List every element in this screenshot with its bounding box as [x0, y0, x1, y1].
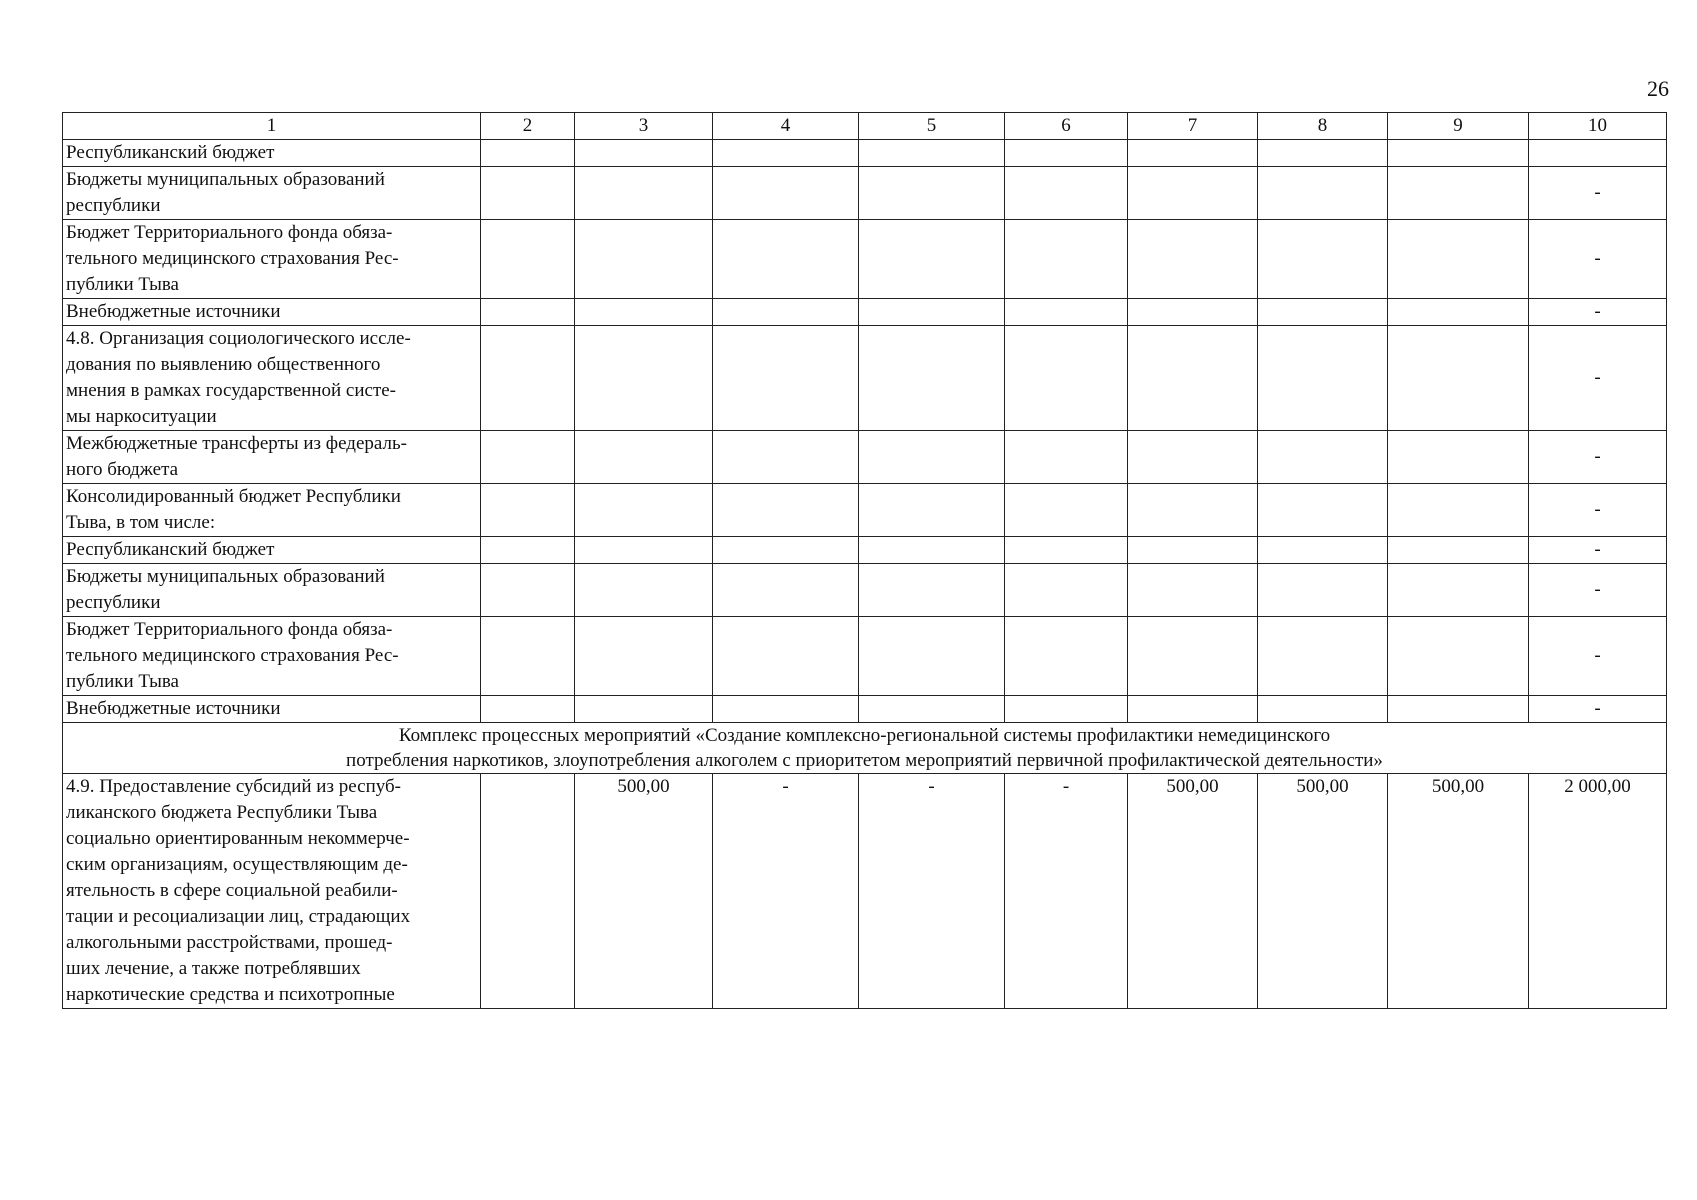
empty-cell	[1005, 140, 1128, 167]
empty-cell	[713, 696, 859, 723]
budget-table	[62, 112, 1667, 1009]
empty-cell	[1128, 537, 1258, 564]
total-cell: -	[1529, 220, 1667, 299]
empty-cell	[1005, 617, 1128, 696]
column-header: 8	[1258, 113, 1388, 140]
empty-cell	[1388, 167, 1529, 220]
row-label	[63, 431, 481, 484]
row-label	[63, 774, 481, 1009]
empty-cell	[713, 326, 859, 431]
empty-cell	[481, 299, 575, 326]
row-label	[63, 299, 481, 326]
row-label-line: республики	[66, 592, 161, 613]
total-cell: -	[1529, 431, 1667, 484]
row-label-line: Внебюджетные источники	[66, 698, 281, 719]
row-label	[63, 220, 481, 299]
empty-cell	[481, 537, 575, 564]
row-label-line: ного бюджета	[66, 459, 179, 480]
row-label-line: республики	[66, 195, 161, 216]
empty-cell	[1388, 484, 1529, 537]
empty-cell	[575, 484, 713, 537]
empty-cell	[1258, 299, 1388, 326]
empty-cell	[713, 299, 859, 326]
row-label-line: наркотические средства и психотропные	[66, 984, 395, 1005]
empty-cell	[713, 220, 859, 299]
table-row	[63, 299, 1667, 326]
empty-cell	[1128, 326, 1258, 431]
empty-cell	[481, 696, 575, 723]
row-label-line: Республиканский бюджет	[66, 539, 275, 560]
total-cell: -	[1529, 167, 1667, 220]
empty-cell	[713, 484, 859, 537]
column-header: 3	[575, 113, 713, 140]
empty-cell	[1128, 140, 1258, 167]
empty-cell	[1388, 220, 1529, 299]
row-label-line: алкогольными расстройствами, прошед-	[66, 932, 393, 953]
empty-cell	[1128, 167, 1258, 220]
empty-cell	[575, 696, 713, 723]
empty-cell	[1005, 299, 1128, 326]
table-row	[63, 484, 1667, 537]
total-cell	[1529, 140, 1667, 167]
empty-cell	[859, 140, 1005, 167]
table-row	[63, 220, 1667, 299]
row-label	[63, 696, 481, 723]
empty-cell	[1258, 167, 1388, 220]
empty-cell	[481, 617, 575, 696]
empty-cell	[575, 326, 713, 431]
row-label-line: Бюджет Территориального фонда обяза-	[66, 619, 393, 640]
row-label	[63, 537, 481, 564]
empty-cell	[1258, 326, 1388, 431]
value-cell: -	[1005, 774, 1128, 1009]
empty-cell	[575, 299, 713, 326]
empty-cell	[713, 140, 859, 167]
section-row	[63, 723, 1667, 774]
table-row	[63, 564, 1667, 617]
empty-cell	[1128, 484, 1258, 537]
empty-cell	[859, 220, 1005, 299]
total-cell: -	[1529, 617, 1667, 696]
row-label-line: 4.8. Организация социологического иссле-	[66, 328, 411, 349]
table-row	[63, 617, 1667, 696]
empty-cell	[481, 167, 575, 220]
empty-cell	[1005, 537, 1128, 564]
value-cell: 500,00	[1388, 774, 1529, 1009]
table-row	[63, 140, 1667, 167]
row-label-line: Межбюджетные трансферты из федераль-	[66, 433, 407, 454]
empty-cell	[1005, 431, 1128, 484]
empty-cell	[1258, 617, 1388, 696]
empty-cell	[713, 537, 859, 564]
total-cell: -	[1529, 537, 1667, 564]
table-row	[63, 774, 1667, 1009]
empty-cell	[575, 220, 713, 299]
empty-cell	[1258, 696, 1388, 723]
empty-cell	[859, 326, 1005, 431]
empty-cell	[1128, 220, 1258, 299]
empty-cell	[1128, 696, 1258, 723]
total-cell: -	[1529, 696, 1667, 723]
value-cell: -	[713, 774, 859, 1009]
empty-cell	[1258, 537, 1388, 564]
empty-cell	[481, 564, 575, 617]
table-row	[63, 167, 1667, 220]
empty-cell	[859, 484, 1005, 537]
row-label-line: 4.9. Предоставление субсидий из респуб-	[66, 776, 401, 797]
empty-cell	[859, 564, 1005, 617]
empty-cell	[1388, 326, 1529, 431]
empty-cell	[859, 167, 1005, 220]
row-label-line: Бюджеты муниципальных образований	[66, 169, 385, 190]
table-row	[63, 431, 1667, 484]
total-cell: -	[1529, 564, 1667, 617]
empty-cell	[859, 431, 1005, 484]
row-label-line: тельного медицинского страхования Рес-	[66, 645, 399, 666]
empty-cell	[575, 431, 713, 484]
empty-cell	[859, 537, 1005, 564]
empty-cell	[1388, 617, 1529, 696]
empty-cell	[713, 564, 859, 617]
table-row	[63, 696, 1667, 723]
empty-cell	[859, 617, 1005, 696]
column-header: 6	[1005, 113, 1128, 140]
value-cell: 500,00	[575, 774, 713, 1009]
value-cell	[481, 774, 575, 1009]
empty-cell	[859, 696, 1005, 723]
row-label	[63, 617, 481, 696]
empty-cell	[1128, 617, 1258, 696]
empty-cell	[1258, 564, 1388, 617]
row-label	[63, 140, 481, 167]
empty-cell	[1388, 564, 1529, 617]
row-label-line: тельного медицинского страхования Рес-	[66, 248, 399, 269]
row-label-line: ших лечение, а также потреблявших	[66, 958, 361, 979]
row-label-line: Бюджет Территориального фонда обяза-	[66, 222, 393, 243]
empty-cell	[1005, 220, 1128, 299]
row-label-line: Внебюджетные источники	[66, 301, 281, 322]
row-label-line: социально ориентированным некоммерче-	[66, 828, 410, 849]
empty-cell	[1005, 564, 1128, 617]
empty-cell	[859, 299, 1005, 326]
row-label-line: Республиканский бюджет	[66, 142, 275, 163]
row-label	[63, 484, 481, 537]
empty-cell	[481, 220, 575, 299]
row-label	[63, 326, 481, 431]
empty-cell	[1258, 140, 1388, 167]
total-cell: -	[1529, 326, 1667, 431]
row-label	[63, 167, 481, 220]
section-title	[63, 723, 1667, 774]
row-label-line: дования по выявлению общественного	[66, 354, 381, 375]
row-label-line: публики Тыва	[66, 671, 179, 692]
empty-cell	[575, 537, 713, 564]
row-label	[63, 564, 481, 617]
row-label-line: тации и ресоциализации лиц, страдающих	[66, 906, 411, 927]
empty-cell	[1128, 431, 1258, 484]
empty-cell	[713, 167, 859, 220]
section-title-line: Комплекс процессных мероприятий «Создание комплексно-региональной системы профилактики немедицинского	[398, 725, 1331, 746]
page-number: 26	[1647, 76, 1669, 101]
empty-cell	[1388, 299, 1529, 326]
row-label-line: Тыва, в том числе:	[66, 512, 216, 533]
column-header-row	[63, 113, 1667, 140]
table-row	[63, 326, 1667, 431]
section-title-line: потребления наркотиков, злоупотребления алкоголем с приоритетом мероприятий первичной профилактической деятельности»	[346, 750, 1383, 771]
total-cell: -	[1529, 299, 1667, 326]
column-header: 1	[63, 113, 481, 140]
empty-cell	[1005, 484, 1128, 537]
empty-cell	[1258, 220, 1388, 299]
row-label-line: Бюджеты муниципальных образований	[66, 566, 385, 587]
table-body	[63, 113, 1667, 1009]
table-row	[63, 537, 1667, 564]
empty-cell	[575, 140, 713, 167]
empty-cell	[713, 431, 859, 484]
column-header: 10	[1529, 113, 1667, 140]
empty-cell	[575, 167, 713, 220]
empty-cell	[481, 431, 575, 484]
total-cell: -	[1529, 484, 1667, 537]
empty-cell	[575, 564, 713, 617]
column-header: 9	[1388, 113, 1529, 140]
empty-cell	[1258, 431, 1388, 484]
empty-cell	[1388, 537, 1529, 564]
empty-cell	[1388, 431, 1529, 484]
empty-cell	[1128, 299, 1258, 326]
row-label-line: мнения в рамках государственной систе-	[66, 380, 397, 401]
empty-cell	[1005, 696, 1128, 723]
row-label-line: Консолидированный бюджет Республики	[66, 486, 401, 507]
empty-cell	[1128, 564, 1258, 617]
empty-cell	[481, 140, 575, 167]
empty-cell	[481, 326, 575, 431]
empty-cell	[1005, 326, 1128, 431]
empty-cell	[1005, 167, 1128, 220]
row-label-line: публики Тыва	[66, 274, 179, 295]
column-header: 5	[859, 113, 1005, 140]
empty-cell	[1388, 696, 1529, 723]
row-label-line: ликанского бюджета Республики Тыва	[66, 802, 378, 823]
value-cell: 2 000,00	[1529, 774, 1667, 1009]
column-header: 2	[481, 113, 575, 140]
empty-cell	[1388, 140, 1529, 167]
value-cell: -	[859, 774, 1005, 1009]
empty-cell	[1258, 484, 1388, 537]
row-label-line: ским организациям, осуществляющим де-	[66, 854, 408, 875]
value-cell: 500,00	[1128, 774, 1258, 1009]
empty-cell	[481, 484, 575, 537]
empty-cell	[713, 617, 859, 696]
row-label-line: ятельность в сфере социальной реабили-	[66, 880, 398, 901]
row-label-line: мы наркоситуации	[66, 406, 217, 427]
value-cell: 500,00	[1258, 774, 1388, 1009]
column-header: 4	[713, 113, 859, 140]
column-header: 7	[1128, 113, 1258, 140]
empty-cell	[575, 617, 713, 696]
